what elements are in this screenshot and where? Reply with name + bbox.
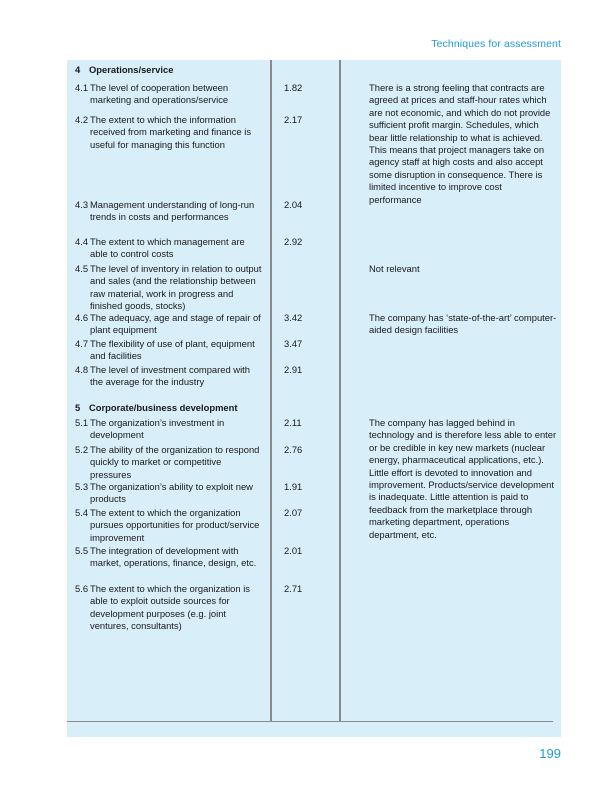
score-value: 3.47 [284,338,303,349]
criterion-number: 5.1 [75,417,89,428]
criterion-row [75,364,265,389]
score-value: 2.01 [284,545,303,556]
criterion-number: 4.2 [75,114,89,125]
criterion-text: The level of inventory in relation to output and sales (and the relationship between raw material, work in progress and finished goods, stocks) [90,263,262,312]
criterion-number: 4.3 [75,199,89,210]
criterion-number: 4.1 [75,82,89,93]
criterion-row [75,507,265,544]
criterion-row [75,82,265,107]
score-value: 2.76 [284,444,303,455]
criterion-text: The level of investment compared with the average for the industry [90,364,250,388]
score-value: 2.92 [284,236,303,247]
criterion-number: 4.5 [75,263,89,274]
table-bottom-rule [67,721,553,722]
criterion-number: 5.4 [75,507,89,518]
comment-text: There is a strong feeling that contracts are agreed at prices and staff-hour rates which are not economic, and which do not provide sufficient profit margin. Schedules, which bear little relationship to what is achieved. This means that project managers take on agency staff at high costs and also accept some disruption in consequence. There is limited incentive to improve cost performance [369,82,551,205]
criterion-number: 5.3 [75,481,89,492]
score-value: 3.42 [284,312,303,323]
criteria-column [75,64,265,634]
criterion-text: The organization’s investment in development [90,417,225,441]
criterion-text: The extent to which management are able to control costs [90,236,245,260]
comment-text: Not relevant [369,263,420,274]
score-value: 1.82 [284,82,303,93]
criterion-row [75,545,265,570]
score-value: 2.11 [284,417,302,428]
criterion-text: Management understanding of long-run trends in costs and performances [90,199,255,223]
criterion-text: The extent to which the organization pursues opportunities for product/service improvement [90,507,260,543]
section-heading [75,64,173,76]
criterion-row [75,481,265,506]
column-divider-1 [270,60,272,722]
criterion-row [75,263,265,313]
criterion-number: 4.6 [75,312,89,323]
page-number: 199 [539,746,561,761]
score-value: 2.07 [284,507,303,518]
criterion-row [75,199,265,224]
section-number: 5 [75,402,81,413]
section-title: Corporate/business development [89,402,238,413]
criterion-row [75,583,265,633]
criterion-number: 4.8 [75,364,89,375]
section-title: Operations/service [89,64,174,75]
criterion-number: 4.7 [75,338,89,349]
criterion-number: 5.2 [75,444,89,455]
criterion-text: The organization’s ability to exploit new products [90,481,253,505]
score-value: 2.17 [284,114,303,125]
criterion-text: The adequacy, age and stage of repair of plant equipment [90,312,261,336]
criterion-text: The ability of the organization to respond quickly to market or competitive pressures [90,444,260,480]
criterion-number: 4.4 [75,236,89,247]
criterion-row [75,114,265,151]
criterion-text: The extent to which the information received from marketing and finance is useful for managing this function [90,114,252,150]
criterion-text: The extent to which the organization is able to exploit outside sources for development purposes (e.g. joint ventures, consultants) [90,583,250,632]
comment-text: The company has lagged behind in technology and is therefore less able to enter or be credible in key new markets (nuclear energy, pharmaceutical applications, etc.). Little effort is devoted to innovation and improvement. Products/service development is inadequate. Little attention is paid to feedback from the marketplace through marketing department, operations department, etc. [369,417,557,540]
criterion-number: 5.6 [75,583,89,594]
criterion-text: The level of cooperation between marketing and operations/service [90,82,229,106]
comment-text: The company has ‘state-of-the-art’ computer-aided design facilities [369,312,557,336]
criterion-row [75,444,265,481]
running-head: Techniques for assessment [431,38,561,50]
criterion-row [75,312,265,337]
criterion-row [75,236,265,261]
section-number: 4 [75,64,81,75]
criterion-number: 5.5 [75,545,89,556]
score-value: 2.71 [284,583,303,594]
criterion-row [75,338,265,363]
criterion-text: The flexibility of use of plant, equipment and facilities [90,338,255,362]
section-heading [75,402,237,414]
score-value: 1.91 [284,481,303,492]
column-divider-2 [339,60,341,722]
score-value: 2.04 [284,199,303,210]
score-value: 2.91 [284,364,303,375]
criterion-text: The integration of development with market, operations, finance, design, etc. [90,545,257,569]
criterion-row [75,417,265,442]
